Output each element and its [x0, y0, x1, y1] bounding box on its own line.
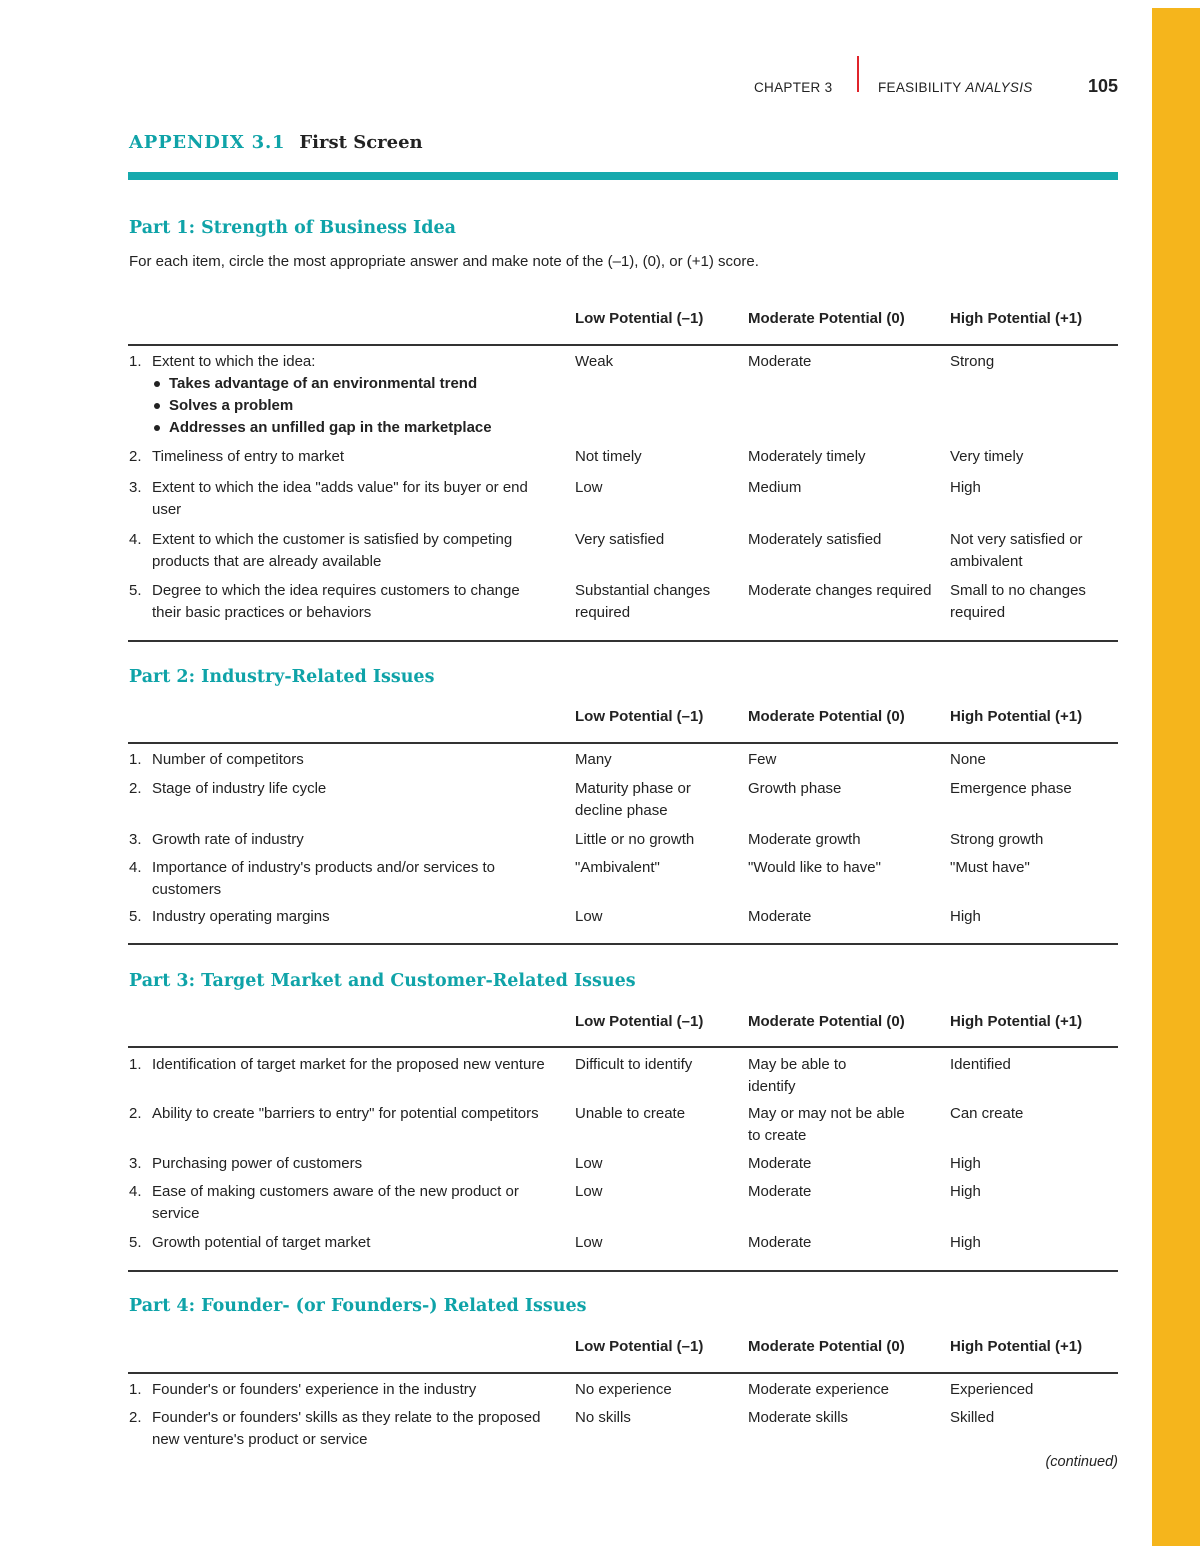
table-cell-low: No experience — [575, 1381, 672, 1398]
part3-bottom-rule — [128, 1270, 1118, 1272]
table-cell-moderate: Moderate — [748, 1155, 812, 1172]
table-cell-moderate: Medium — [748, 479, 802, 496]
table-cell-high: High — [950, 1234, 981, 1251]
chapter-label: CHAPTER 3 — [754, 80, 833, 95]
table-row-criterion: 1. Number of competitors — [129, 751, 304, 768]
table-cell-high: High — [950, 1155, 981, 1172]
table-cell-high: Emergence phase — [950, 780, 1072, 797]
table-cell-low: Difficult to identify — [575, 1056, 693, 1073]
table-cell-high: Not very satisfied or ambivalent — [950, 531, 1083, 570]
side-color-bar — [1152, 8, 1200, 1546]
table-row-criterion: 1. Extent to which the idea: — [129, 353, 316, 370]
table-cell-moderate: Moderate changes required — [748, 582, 932, 599]
table-row-criterion: 2. Founder's or founders' skills as they relate to the proposed new venture's product or service — [129, 1409, 541, 1448]
table-cell-moderate: Growth phase — [748, 780, 842, 797]
table-cell-high: Strong — [950, 353, 995, 370]
part3-heading: Part 3: Target Market and Customer-Related Issues — [129, 971, 636, 991]
table-cell-moderate: Moderate — [748, 1183, 812, 1200]
part1-bullet-list — [152, 373, 492, 439]
table-cell-low: Unable to create — [575, 1105, 686, 1122]
table-row-criterion: 3. Purchasing power of customers — [129, 1155, 363, 1172]
table-cell-high: None — [950, 751, 986, 768]
table-cell-moderate: Few — [748, 751, 777, 768]
table-cell-high: "Must have" — [950, 859, 1030, 876]
part2-col-high: High Potential (+1) — [950, 708, 1083, 725]
table-cell-moderate: Moderate — [748, 908, 812, 925]
chapter-title: FEASIBILITY ANALYSIS — [878, 80, 1033, 95]
part2-col-moderate: Moderate Potential (0) — [748, 708, 905, 725]
table-cell-moderate: Moderate — [748, 1234, 812, 1251]
part2-bottom-rule — [128, 943, 1118, 945]
table-row-criterion: 2. Timeliness of entry to market — [129, 448, 345, 465]
table-cell-moderate: Moderate experience — [748, 1381, 889, 1398]
part1-instruction: For each item, circle the most appropriate answer and make note of the (–1), (0), or (+1) score. — [129, 253, 759, 270]
table-cell-low: Substantial changes required — [575, 582, 711, 621]
table-row-criterion: 1. Founder's or founders' experience in the industry — [129, 1381, 477, 1398]
part1-bottom-rule — [128, 640, 1118, 642]
part3-header-rule — [128, 1046, 1118, 1048]
table-cell-high: High — [950, 479, 981, 496]
table-cell-high: Very timely — [950, 448, 1024, 465]
table-cell-low: Low — [575, 1183, 603, 1200]
table-cell-high: Experienced — [950, 1381, 1034, 1398]
part1-col-moderate: Moderate Potential (0) — [748, 310, 905, 327]
table-cell-high: Small to no changes required — [950, 582, 1086, 621]
table-cell-low: "Ambivalent" — [575, 859, 660, 876]
list-item: Addresses an unfilled gap in the marketplace — [152, 417, 492, 439]
part4-col-moderate: Moderate Potential (0) — [748, 1338, 905, 1355]
table-cell-low: No skills — [575, 1409, 631, 1426]
table-row-criterion: 2. Stage of industry life cycle — [129, 780, 327, 797]
part3-col-high: High Potential (+1) — [950, 1013, 1083, 1030]
table-row-criterion: 4. Extent to which the customer is satisfied by competing products that are already available — [129, 531, 513, 570]
table-row-criterion: 3. Growth rate of industry — [129, 831, 304, 848]
part4-heading: Part 4: Founder- (or Founders-) Related Issues — [129, 1296, 587, 1316]
table-cell-low: Low — [575, 479, 603, 496]
table-cell-moderate: Moderately satisfied — [748, 531, 882, 548]
part1-col-high: High Potential (+1) — [950, 310, 1083, 327]
part4-col-low: Low Potential (–1) — [575, 1338, 704, 1355]
appendix-title — [129, 132, 423, 153]
page-number: 105 — [1087, 76, 1118, 96]
table-cell-moderate: "Would like to have" — [748, 859, 881, 876]
table-cell-high: Identified — [950, 1056, 1011, 1073]
part1-col-low: Low Potential (–1) — [575, 310, 704, 327]
table-row-criterion: 1. Identification of target market for the proposed new venture — [129, 1056, 545, 1073]
table-row-criterion: 4. Importance of industry's products and/or services to customers — [129, 859, 496, 898]
part4-col-high: High Potential (+1) — [950, 1338, 1083, 1355]
table-cell-moderate: Moderate growth — [748, 831, 861, 848]
table-cell-low: Little or no growth — [575, 831, 695, 848]
table-cell-moderate: Moderate skills — [748, 1409, 849, 1426]
table-cell-low: Very satisfied — [575, 531, 665, 548]
running-head — [700, 76, 1118, 100]
table-cell-high: Can create — [950, 1105, 1024, 1122]
table-cell-moderate: May or may not be able to create — [748, 1105, 905, 1144]
appendix-rule — [128, 172, 1118, 180]
table-row-criterion: 3. Extent to which the idea "adds value" for its buyer or end user — [129, 479, 528, 518]
table-cell-moderate: May be able to identify — [748, 1056, 847, 1095]
list-item: Solves a problem — [152, 395, 492, 417]
part2-header-rule — [128, 742, 1118, 744]
table-cell-high: High — [950, 908, 981, 925]
table-cell-high: Strong growth — [950, 831, 1044, 848]
table-cell-low: Low — [575, 1234, 603, 1251]
part3-col-low: Low Potential (–1) — [575, 1013, 704, 1030]
part2-col-low: Low Potential (–1) — [575, 708, 704, 725]
table-cell-moderate: Moderately timely — [748, 448, 866, 465]
table-cell-high: Skilled — [950, 1409, 995, 1426]
continued-note: (continued) — [1045, 1454, 1118, 1470]
part3-col-moderate: Moderate Potential (0) — [748, 1013, 905, 1030]
table-row-criterion: 5. Degree to which the idea requires customers to change their basic practices or behaviors — [129, 582, 520, 621]
table-cell-low: Low — [575, 908, 603, 925]
running-head-divider — [857, 56, 859, 92]
table-cell-low: Weak — [575, 353, 614, 370]
table-cell-low: Maturity phase or decline phase — [575, 780, 691, 819]
table-cell-high: High — [950, 1183, 981, 1200]
table-cell-low: Not timely — [575, 448, 642, 465]
table-row-criterion: 2. Ability to create "barriers to entry" for potential competitors — [129, 1105, 539, 1122]
part1-heading: Part 1: Strength of Business Idea — [129, 218, 456, 238]
table-row-criterion: 5. Industry operating margins — [129, 908, 330, 925]
table-row-criterion: 5. Growth potential of target market — [129, 1234, 371, 1251]
part1-header-rule — [128, 344, 1118, 346]
table-cell-low: Low — [575, 1155, 603, 1172]
table-row-criterion: 4. Ease of making customers aware of the new product or service — [129, 1183, 519, 1222]
table-cell-low: Many — [575, 751, 612, 768]
table-cell-moderate: Moderate — [748, 353, 812, 370]
appendix-label: APPENDIX 3.1 — [129, 132, 286, 153]
list-item: Takes advantage of an environmental trend — [152, 373, 492, 395]
appendix-name: First Screen — [299, 132, 423, 153]
part4-header-rule — [128, 1372, 1118, 1374]
part2-heading: Part 2: Industry-Related Issues — [129, 667, 435, 687]
